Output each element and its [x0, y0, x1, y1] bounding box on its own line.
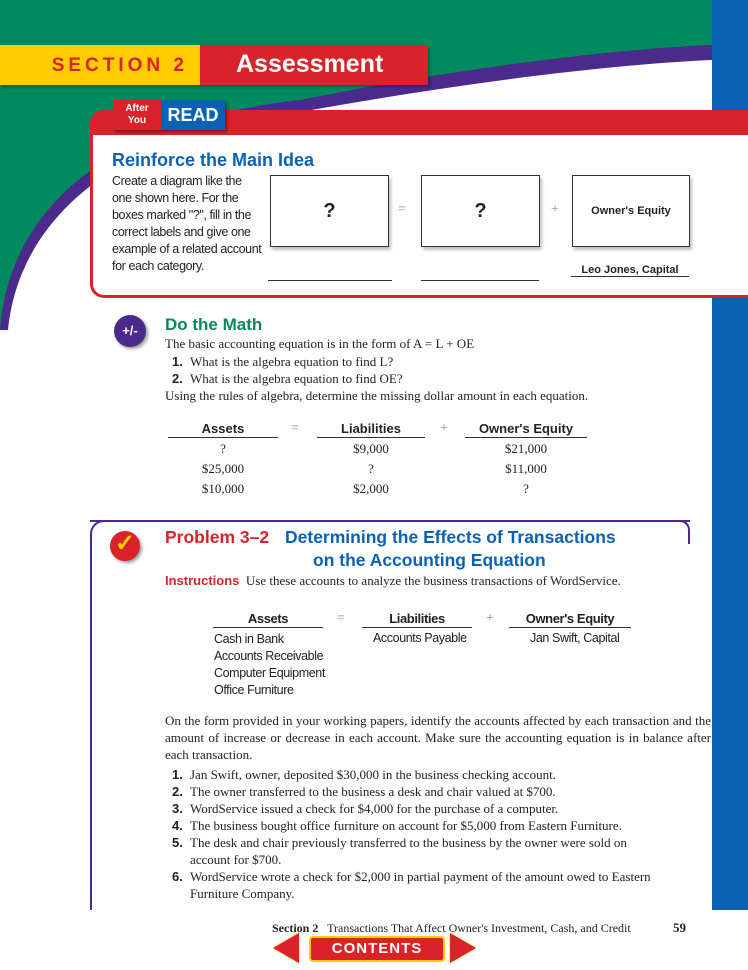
- col-header: Assets: [213, 611, 323, 628]
- math-question: 1. What is the algebra equation to find L?: [172, 354, 394, 369]
- cell: $11,000: [505, 461, 547, 476]
- transaction-item: 1. Jan Swift, owner, deposited $30,000 in the business checking account.: [172, 767, 556, 782]
- plus-sign: +: [551, 202, 559, 217]
- transaction-item: 3. WordService issued a check for $4,000 for the purchase of a computer.: [172, 801, 559, 816]
- equals-sign: =: [291, 421, 299, 436]
- page-title: Assessment: [236, 50, 384, 78]
- diagram-box-2: ?: [421, 175, 540, 247]
- cell: $9,000: [353, 441, 389, 456]
- do-the-math-title: Do the Math: [165, 315, 263, 334]
- col-header: Owner's Equity: [465, 421, 587, 438]
- footer-running-head: Section 2 Transactions That Affect Owner's Investment, Cash, and Credit: [272, 921, 631, 935]
- col-header: Owner's Equity: [509, 611, 631, 628]
- previous-page-arrow-icon[interactable]: [273, 933, 299, 963]
- account: Cash in Bank: [214, 632, 284, 646]
- cell: ?: [220, 441, 226, 456]
- badge-you: You: [127, 115, 147, 126]
- col-header: Assets: [168, 421, 278, 438]
- cell: $2,000: [353, 481, 389, 496]
- account: Accounts Payable: [373, 631, 467, 645]
- col-header: Liabilities: [317, 421, 425, 438]
- transaction-item: 5. The desk and chair previously transferred to the business by the owner were sold on account for $700.: [172, 835, 627, 867]
- account: Jan Swift, Capital: [530, 631, 620, 645]
- reinforce-title: Reinforce the Main Idea: [112, 150, 315, 170]
- math-question: 2. What is the algebra equation to find OE?: [172, 371, 403, 386]
- reinforce-instructions: Create a diagram like the one shown here. For the boxes marked "?", fill in the correct labels and give one example of a related account for each category.: [112, 174, 262, 273]
- cell: ?: [523, 481, 529, 496]
- after-you-read-badge: [113, 100, 225, 130]
- transaction-item: 4. The business bought office furniture on account for $5,000 from Eastern Furniture.: [172, 818, 622, 833]
- problem-title-line1: Determining the Effects of Transactions: [285, 527, 616, 547]
- next-page-arrow-icon[interactable]: [450, 933, 476, 963]
- transaction-item: 6. WordService wrote a check for $2,000 in partial payment of the amount owed to Eastern Furniture Company.: [172, 869, 651, 901]
- section-label: SECTION 2: [51, 55, 188, 76]
- page-number: 59: [673, 920, 686, 935]
- equals-sign: =: [337, 611, 345, 626]
- asset-accounts: [214, 631, 325, 699]
- equals-sign: =: [398, 202, 406, 217]
- checkmark-icon: ✓: [110, 531, 140, 561]
- cell: $25,000: [201, 461, 245, 476]
- section-label-bar: [0, 45, 200, 85]
- problem-instructions: Instructions Use these accounts to analyze the business transactions of WordService.: [165, 573, 621, 588]
- contents-button[interactable]: CONTENTS: [309, 936, 445, 962]
- diagram-box-3: Owner's Equity: [572, 175, 690, 247]
- badge-after: After: [125, 103, 149, 114]
- cell: $21,000: [504, 441, 548, 456]
- plus-sign: +: [440, 421, 448, 436]
- account: Computer Equipment: [214, 666, 325, 680]
- cell: ?: [368, 461, 374, 476]
- account: Office Furniture: [214, 683, 294, 697]
- answer-line-1: [268, 270, 392, 281]
- assessment-bar: [200, 45, 428, 85]
- account: Accounts Receivable: [214, 649, 324, 663]
- diagram-box-1: ?: [270, 175, 389, 247]
- answer-line-2: [421, 270, 539, 281]
- side-blue-bar: [712, 330, 748, 910]
- math-intro: The basic accounting equation is in the form of A = L + OE: [165, 336, 475, 351]
- answer-line-3: Leo Jones, Capital: [571, 264, 689, 277]
- math-prompt: Using the rules of algebra, determine the missing dollar amount in each equation.: [165, 388, 589, 403]
- plus-minus-icon: +/-: [114, 315, 146, 347]
- transaction-item: 2. The owner transferred to the business a desk and chair valued at $700.: [172, 784, 556, 799]
- problem-title-line2: on the Accounting Equation: [313, 550, 546, 570]
- problem-label: Problem 3–2: [165, 527, 270, 547]
- plus-sign: +: [486, 611, 494, 626]
- problem-paragraph: On the form provided in your working papers, identify the accounts affected by each transaction and the amount of increase or decrease in each account. Make sure the accounting equation is in balance after each transaction.: [165, 713, 711, 762]
- col-header: Liabilities: [362, 611, 472, 628]
- badge-read: READ: [161, 100, 225, 130]
- cell: $10,000: [201, 481, 245, 496]
